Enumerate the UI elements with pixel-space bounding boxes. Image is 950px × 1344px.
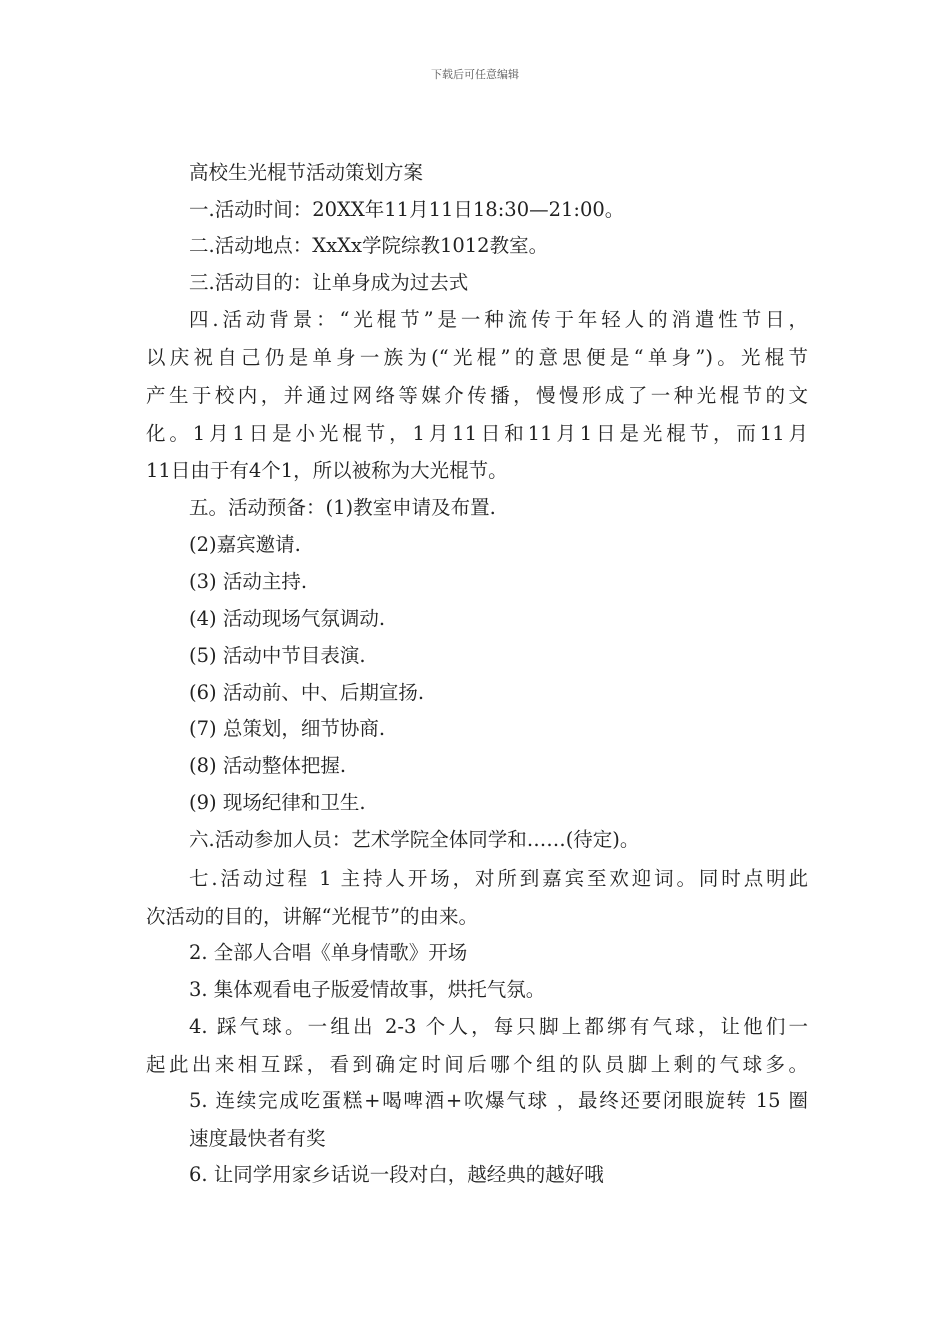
document-title: 高校生光棍节活动策划方案 bbox=[189, 161, 424, 184]
list-item: 5. 连续完成吃蛋糕+喝啤酒+吹爆气球 ，最终还要闭眼旋转 15 圈 bbox=[189, 1089, 808, 1112]
text-line: 起此出来相互踩，看到确定时间后哪个组的队员脚上剩的气球多。 bbox=[146, 1053, 808, 1076]
list-item: (7) 总策划，细节协商. bbox=[189, 717, 386, 740]
list-item: 2. 全部人合唱《单身情歌》开场 bbox=[189, 941, 468, 964]
text-line: 三.活动目的：让单身成为过去式 bbox=[189, 271, 469, 294]
text-line: 七.活动过程 1 主持人开场，对所到嘉宾至欢迎词。同时点明此 bbox=[189, 867, 808, 890]
text-line: 六.活动参加人员：艺术学院全体同学和……(待定)。 bbox=[189, 828, 640, 851]
list-item: 4. 踩气球。一组出 2-3 个人，每只脚上都绑有气球，让他们一 bbox=[189, 1015, 808, 1038]
text-line: 产生于校内，并通过网络等媒介传播，慢慢形成了一种光棍节的文 bbox=[146, 384, 808, 407]
text-line: 以庆祝自己仍是单身一族为(“光棍”的意思便是“单身”)。光棍节 bbox=[146, 346, 808, 369]
text-line: 11日由于有4个1，所以被称为大光棍节。 bbox=[146, 459, 508, 482]
list-item: 3. 集体观看电子版爱情故事，烘托气氛。 bbox=[189, 978, 546, 1001]
list-item: (8) 活动整体把握. bbox=[189, 754, 347, 777]
list-item: (5) 活动中节目表演. bbox=[189, 644, 366, 667]
text-line: 速度最快者有奖 bbox=[189, 1127, 326, 1150]
text-line: 五。活动预备：(1)教室申请及布置. bbox=[189, 496, 496, 519]
list-item: (6) 活动前、中、后期宣扬. bbox=[189, 681, 425, 704]
page-header: 下载后可任意编辑 bbox=[431, 68, 519, 81]
list-item: (9) 现场纪律和卫生. bbox=[189, 791, 366, 814]
list-item: (2)嘉宾邀请. bbox=[189, 533, 301, 556]
text-line: 次活动的目的，讲解“光棍节”的由来。 bbox=[146, 905, 478, 928]
list-item: 6. 让同学用家乡话说一段对白，越经典的越好哦 bbox=[189, 1163, 604, 1186]
list-item: (3) 活动主持. bbox=[189, 570, 308, 593]
text-line: 四.活动背景：“光棍节”是一种流传于年轻人的消遣性节日， bbox=[189, 308, 808, 331]
text-line: 一.活动时间：20XX年11月11日18:30—21:00。 bbox=[189, 198, 625, 221]
text-line: 化。1月1日是小光棍节，1月11日和11月1日是光棍节，而11月 bbox=[146, 422, 808, 445]
text-line: 二.活动地点：XxXx学院综教1012教室。 bbox=[189, 234, 549, 257]
list-item: (4) 活动现场气氛调动. bbox=[189, 607, 386, 630]
